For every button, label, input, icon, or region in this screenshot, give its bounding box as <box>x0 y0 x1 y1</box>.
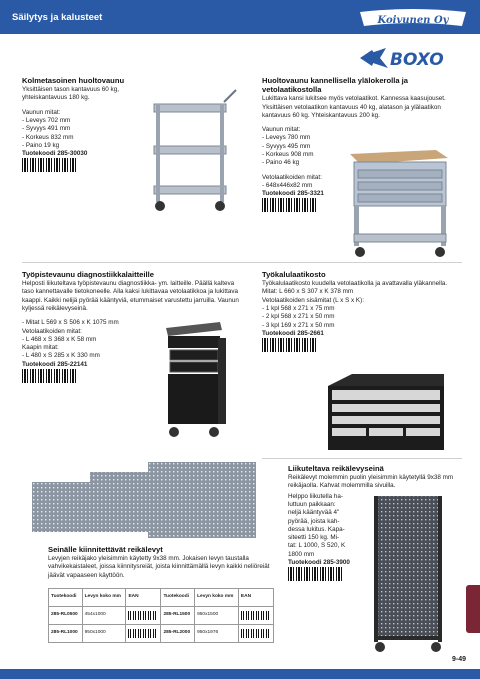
product-title: Huoltovaunu kannellisella ylälokerolla ja vetolaatikostolla <box>262 76 409 95</box>
feature-line: dessa lukitus. Kapa- <box>288 525 345 533</box>
table-header-row <box>49 589 274 607</box>
product-title: Työpistevaunu diagnostiikkalaitteille <box>22 270 154 279</box>
svg-text:BOXO: BOXO <box>390 50 444 70</box>
dims-heading: Vaunun mitat: <box>262 126 301 134</box>
product-code: Tuotekoodi 285-2661 <box>262 329 324 337</box>
dim-line: - Paino 46 kg <box>262 159 300 167</box>
barcode <box>288 567 342 581</box>
barcode <box>128 611 156 620</box>
dim-line: - L 468 x S 368 x K 58 mm <box>22 335 97 343</box>
product-code-cell: 285-RL1000 <box>49 625 83 643</box>
section-divider <box>262 458 462 459</box>
feature-line: neljä kääntyvää 4" <box>288 509 340 517</box>
boxo-logo <box>358 46 468 70</box>
product-title: Liikuteltava reikälevyseinä <box>288 464 384 473</box>
barcode <box>262 338 316 352</box>
product-description: Helposti liikuteltava työpistevaunu diagnostiikka- ym. laitteille. Päällä kalteva taso kannettavalle tietokoneelle. Alla kaksi lukittavaa vetolaatikkoa ja lukittava kaappi. Kaikki nelijä pyörää kääntyviä, etummaiset varustettu jarruilla. Vaunun kyljessä reikälevyseinä. <box>22 280 239 312</box>
cart-drawers-image <box>340 144 456 262</box>
product-description: Levyjen reikäjako yleisimmin käytetty 9x38 mm. Jokaisen levyn taustalla vahvikekaistaleet, joissa kiinnitysreiät, joista kiinnittämällä levyn kaikki neliöreiät jäävät vapaaseen käyttöön. <box>48 555 270 579</box>
barcode <box>22 369 76 383</box>
page-number: 9-49 <box>451 655 466 663</box>
panel-size-cell: 950x1000 <box>82 625 126 643</box>
dim-line: - 3 kpl 169 x 271 x 50 mm <box>262 321 335 329</box>
column-header: EAN <box>126 589 161 607</box>
dim-line: - Syvyys 491 mm <box>22 125 71 133</box>
product-code-cell: 285-RL2000 <box>161 625 195 643</box>
dim-line: - Korkeus 832 mm <box>22 133 74 141</box>
koivunen-logo <box>358 8 468 30</box>
wall-panels-image <box>28 462 260 542</box>
table-row <box>49 607 274 625</box>
product-code-cell: 285-RL1500 <box>161 607 195 625</box>
section-title: Säilytys ja kalusteet <box>12 12 103 23</box>
dim-line: - Leveys 780 mm <box>262 134 311 142</box>
barcode <box>241 629 269 638</box>
page-header <box>0 0 480 34</box>
dim-line: Mitat: L 660 x S 307 x K 378 mm <box>262 288 354 296</box>
dim-line: - Korkeus 908 mm <box>262 151 314 158</box>
feature-line: siteetti 150 kg. Mi- <box>288 534 340 542</box>
product-code: Tuotekoodi 285-30030 <box>22 150 88 158</box>
ean-cell <box>126 607 161 625</box>
column-header: Levyn koko mm <box>82 589 126 607</box>
product-description: Reikälevyt molemmin puolin yleisimmin käytetyllä 9x38 mm reikäjaolla. Kahvat molemmilla sivuilla. <box>288 474 454 490</box>
product-description: Lukittava kansi lukitsee myös vetolaatikot. Kannessa kaasujouset. Yksittäisen vetolaatikon kantavuus 40 kg, alatason ja ylälaatikon kantavuus 60 kg. Yhteiskantavuus 200 kg. <box>262 95 446 119</box>
ean-cell <box>238 625 273 643</box>
feature-line: Helppo liikutella ha- <box>288 492 343 500</box>
dim-line: - Syvyys 495 mm <box>262 142 311 150</box>
column-header: Tuotekoodi <box>49 589 83 607</box>
drawer-dims: - 648x446x82 mm <box>262 181 313 189</box>
dim-line: - Leveys 702 mm <box>22 117 71 124</box>
dim-line: - 2 kpl 568 x 271 x 50 mm <box>262 313 335 321</box>
dims-heading: Vaunun mitat: <box>22 108 61 116</box>
feature-line: tat: L 1000, S 520, K <box>288 542 346 550</box>
column-header: Tuotekoodi <box>161 589 195 607</box>
panel-size-cell: 950x1976 <box>195 625 239 643</box>
barcode <box>241 611 269 620</box>
dim-line: Kaapin mitat: <box>22 344 59 352</box>
dim-line: - L 480 x S 285 x K 330 mm <box>22 352 100 360</box>
product-code: Tuotekoodi 285-3321 <box>262 190 324 198</box>
table-row <box>49 625 274 643</box>
feature-line: 1800 mm <box>288 550 315 558</box>
drawer-heading: Vetolaatikoiden mitat: <box>262 173 322 181</box>
tool-chest-image <box>322 372 450 454</box>
product-description: Yksittäisen tason kantavuus 60 kg, yhteiskantavuus 180 kg. <box>22 86 119 102</box>
chapter-tab <box>466 585 480 633</box>
ean-cell <box>238 607 273 625</box>
dim-line: - 1 kpl 568 x 271 x 75 mm <box>262 305 335 312</box>
feature-line: luttuun paikkaan: <box>288 501 336 508</box>
section-divider <box>22 262 462 263</box>
product-title: Seinälle kiinnitettävät reikälevyt <box>48 545 163 554</box>
ean-cell <box>126 625 161 643</box>
dim-line: - Paino 19 kg <box>22 141 60 149</box>
section-wall-panels <box>48 545 276 580</box>
product-code: Tuotekoodi 285-22141 <box>22 360 88 368</box>
dim-line: - Mitat L 569 x S 506 x K 1075 mm <box>22 319 119 327</box>
column-header: Levyn koko mm <box>195 589 239 607</box>
product-code-cell: 285-RL0500 <box>49 607 83 625</box>
product-title: Työkalulaatikosto <box>262 270 326 279</box>
barcode <box>262 198 316 212</box>
panel-size-cell: 454x1000 <box>82 607 126 625</box>
barcode <box>22 158 76 172</box>
diagnostic-cart-image <box>162 318 228 442</box>
feature-line: pyörää, joista kah- <box>288 517 340 525</box>
section-cart-three-level <box>22 76 162 176</box>
mobile-panel-wall-image <box>372 494 446 654</box>
column-header: EAN <box>238 589 273 607</box>
product-title: Kolmetasoinen huoltovaunu <box>22 76 125 85</box>
section-tool-chest <box>262 270 462 355</box>
wall-panel-table <box>48 588 274 643</box>
product-description: Työkalulaatikosto kuudella vetolaatikolla ja avattavalla yläkannella. <box>262 280 448 288</box>
svg-text:Koivunen Oy: Koivunen Oy <box>377 15 449 26</box>
dim-line: Vetolaatikoiden mitat: <box>22 327 82 335</box>
cart-three-level-image <box>148 82 240 218</box>
panel-size-cell: 950x1500 <box>195 607 239 625</box>
page-footer <box>0 669 480 679</box>
barcode <box>128 629 156 638</box>
product-code: Tuotekoodi 285-3900 <box>288 559 350 567</box>
dim-line: Vetolaatikoiden sisämitat (L x S x K): <box>262 296 364 304</box>
